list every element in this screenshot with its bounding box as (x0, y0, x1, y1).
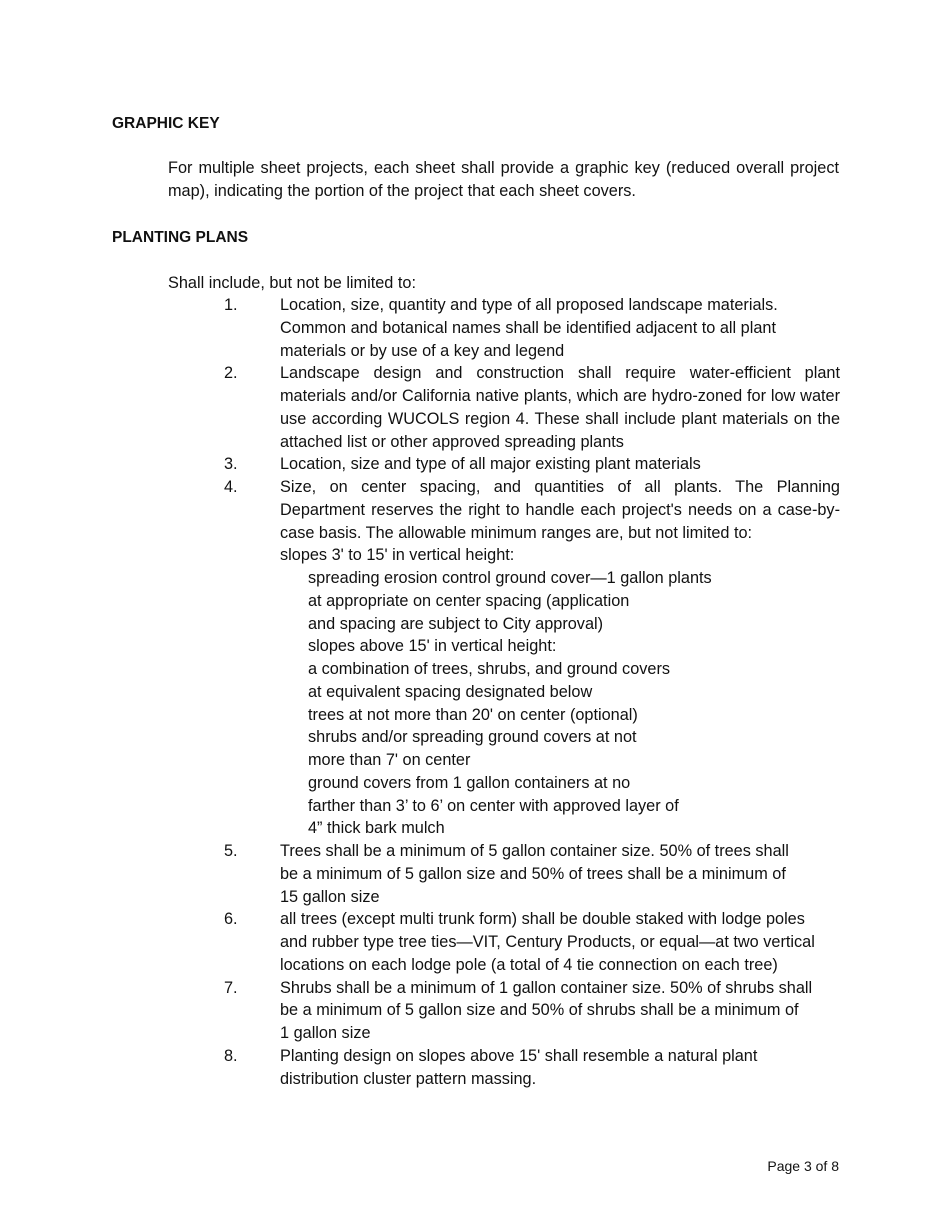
spacing-ranges (280, 567, 840, 840)
sub-heading: slopes 3' to 15' in vertical height: (280, 546, 515, 565)
spacing-line: and spacing are subject to City approval) (308, 614, 604, 633)
spacing-line: a combination of trees, shrubs, and ground covers (308, 660, 671, 678)
item-line: materials or by use of a key and legend (280, 341, 565, 360)
item-line: all trees (except multi trunk form) shall be double staked with lodge poles (280, 910, 805, 929)
list-item-number: 5. (224, 842, 238, 860)
page-number: Page 3 of 8 (767, 1158, 839, 1174)
item-line: Shrubs shall be a minimum of 1 gallon container size. 50% of shrubs shall (280, 978, 813, 997)
list-item-body (280, 476, 840, 840)
spacing-line: farther than 3’ to 6’ on center with approved layer of (308, 796, 679, 815)
item-text: Landscape design and construction shall require water-efficient plant materials and/or California native plants, which are hydro-zoned for low water use according WUCOLS region 4. These shall include plant materials on the attached list or other approved spreading plants (280, 364, 840, 451)
spacing-line: more than 7' on center (308, 751, 471, 769)
list-item (224, 294, 840, 362)
item-line: distribution cluster pattern massing. (280, 1069, 537, 1088)
spacing-line: 4” thick bark mulch (308, 819, 445, 838)
list-item-body (280, 908, 840, 976)
list-item-body (280, 1045, 840, 1091)
list-item-body (280, 977, 840, 1045)
list-item-body (280, 840, 840, 908)
list-item-number: 2. (224, 364, 238, 383)
list-item (224, 1045, 840, 1091)
spacing-line: spreading erosion control ground cover—1 gallon plants (308, 569, 712, 587)
list-item (224, 908, 840, 976)
list-item (224, 977, 840, 1045)
list-item-number: 7. (224, 978, 238, 997)
item-line: Location, size, quantity and type of all proposed landscape materials. (280, 296, 778, 314)
item-line: locations on each lodge pole (a total of 4 tie connection on each tree) (280, 955, 778, 974)
item-line: Common and botanical names shall be identified adjacent to all plant (280, 318, 776, 337)
spacing-line: slopes above 15' in vertical height: (308, 637, 557, 656)
spacing-line: shrubs and/or spreading ground covers at not (308, 728, 637, 747)
planting-plans-intro: Shall include, but not be limited to: (168, 274, 416, 292)
item-line: Planting design on slopes above 15' shall resemble a natural plant (280, 1046, 758, 1065)
list-item (224, 476, 840, 840)
list-item-number: 4. (224, 478, 238, 496)
spacing-line: at appropriate on center spacing (application (308, 591, 630, 610)
graphic-key-heading: GRAPHIC KEY (112, 115, 220, 132)
spacing-line: at equivalent spacing designated below (308, 682, 593, 701)
planting-plans-list (224, 294, 840, 1090)
item-line: be a minimum of 5 gallon size and 50% of shrubs shall be a minimum of (280, 1001, 799, 1020)
list-item-number: 1. (224, 296, 238, 314)
list-item (224, 840, 840, 908)
item-line: 15 gallon size (280, 887, 380, 906)
item-line: be a minimum of 5 gallon size and 50% of trees shall be a minimum of (280, 864, 786, 883)
item-line: 1 gallon size (280, 1024, 371, 1042)
list-item (224, 362, 840, 453)
planting-plans-heading: PLANTING PLANS (112, 229, 249, 246)
spacing-line: ground covers from 1 gallon containers at no (308, 773, 631, 792)
graphic-key-text: For multiple sheet projects, each sheet shall provide a graphic key (reduced overall project map), indicating the portion of the project that each sheet covers. (168, 159, 839, 200)
list-item-body (280, 362, 840, 453)
item-line: Trees shall be a minimum of 5 gallon container size. 50% of trees shall (280, 842, 789, 860)
item-line: Location, size and type of all major existing plant materials (280, 455, 701, 474)
list-item-number: 6. (224, 910, 238, 929)
list-item-body (280, 453, 840, 476)
list-item-body (280, 294, 840, 362)
item-text: Size, on center spacing, and quantities of all plants. The Planning Department reserves the right to handle each project's needs on a case-by-case basis. The allowable minimum ranges are, but not limited to: (280, 478, 840, 542)
spacing-line: trees at not more than 20' on center (optional) (308, 705, 638, 724)
list-item-number: 3. (224, 455, 238, 474)
item-line: and rubber type tree ties—VIT, Century Products, or equal—at two vertical (280, 933, 815, 951)
list-item-number: 8. (224, 1046, 238, 1065)
list-item (224, 453, 840, 476)
